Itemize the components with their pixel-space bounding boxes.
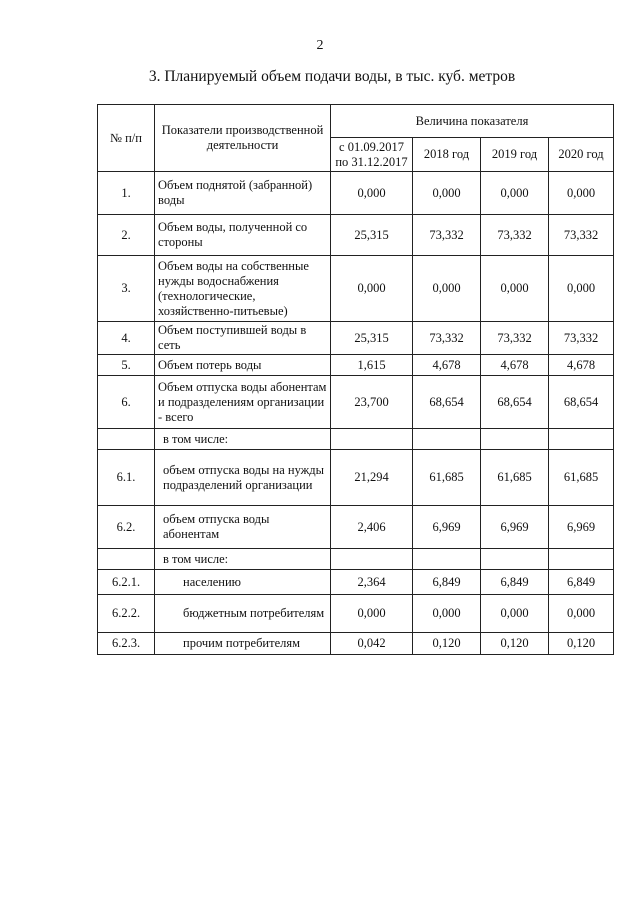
row-number: 6.1. <box>98 450 155 506</box>
table-row <box>98 355 614 376</box>
row-number: 6.2.1. <box>98 570 155 595</box>
row-value: 68,654 <box>413 376 481 429</box>
row-name: в том числе: <box>155 549 331 570</box>
row-value: 0,000 <box>481 595 549 633</box>
row-value <box>331 549 413 570</box>
row-number: 6. <box>98 376 155 429</box>
row-value: 0,000 <box>549 595 614 633</box>
row-value: 0,120 <box>549 633 614 655</box>
row-number: 1. <box>98 172 155 215</box>
row-value <box>481 549 549 570</box>
row-value: 2,406 <box>331 506 413 549</box>
row-name: в том числе: <box>155 429 331 450</box>
table-row <box>98 429 614 450</box>
row-name: Объем воды, полученной со стороны <box>155 215 331 256</box>
table-row <box>98 322 614 355</box>
header-period: 2018 год <box>413 138 481 172</box>
row-number <box>98 549 155 570</box>
row-value <box>549 429 614 450</box>
header-period: 2020 год <box>549 138 614 172</box>
row-value: 23,700 <box>331 376 413 429</box>
table-row <box>98 595 614 633</box>
header-period: 2019 год <box>481 138 549 172</box>
table-row <box>98 256 614 322</box>
row-value: 61,685 <box>549 450 614 506</box>
table-row <box>98 633 614 655</box>
table-row <box>98 570 614 595</box>
header-num: № п/п <box>98 105 155 172</box>
row-value: 0,120 <box>481 633 549 655</box>
row-value: 4,678 <box>413 355 481 376</box>
row-name: Объем поступившей воды в сеть <box>155 322 331 355</box>
row-name: бюджетным потребителям <box>155 595 331 633</box>
row-value: 1,615 <box>331 355 413 376</box>
row-number: 2. <box>98 215 155 256</box>
table-row <box>98 376 614 429</box>
row-value: 0,000 <box>331 595 413 633</box>
row-value: 68,654 <box>481 376 549 429</box>
row-number: 4. <box>98 322 155 355</box>
header-indicator: Показатели производственной деятельности <box>155 105 331 172</box>
row-value: 4,678 <box>481 355 549 376</box>
table-row <box>98 506 614 549</box>
row-value: 25,315 <box>331 322 413 355</box>
row-value: 73,332 <box>549 322 614 355</box>
row-value: 73,332 <box>413 322 481 355</box>
row-value: 2,364 <box>331 570 413 595</box>
row-value: 0,000 <box>413 595 481 633</box>
row-value: 61,685 <box>481 450 549 506</box>
row-value: 6,969 <box>549 506 614 549</box>
row-number <box>98 429 155 450</box>
row-value <box>413 549 481 570</box>
row-value: 21,294 <box>331 450 413 506</box>
header-period: с 01.09.2017 по 31.12.2017 <box>331 138 413 172</box>
row-name: объем отпуска воды на нужды подразделений организации <box>155 450 331 506</box>
row-value: 0,000 <box>413 256 481 322</box>
table-row <box>98 172 614 215</box>
row-value: 0,000 <box>331 256 413 322</box>
row-value: 6,849 <box>413 570 481 595</box>
row-value: 0,000 <box>481 256 549 322</box>
row-name: Объем воды на собственные нужды водоснабжения (технологические, хозяйственно-питьевые) <box>155 256 331 322</box>
row-value: 61,685 <box>413 450 481 506</box>
row-number: 5. <box>98 355 155 376</box>
row-name: объем отпуска воды абонентам <box>155 506 331 549</box>
water-supply-table <box>97 104 614 655</box>
row-value: 6,849 <box>481 570 549 595</box>
row-name: Объем поднятой (забранной) воды <box>155 172 331 215</box>
row-value: 25,315 <box>331 215 413 256</box>
header-value-group: Величина показателя <box>331 105 614 138</box>
row-value: 73,332 <box>549 215 614 256</box>
table-row <box>98 450 614 506</box>
row-value: 4,678 <box>549 355 614 376</box>
row-value <box>549 549 614 570</box>
row-name: населению <box>155 570 331 595</box>
table-row <box>98 215 614 256</box>
row-value: 73,332 <box>481 322 549 355</box>
row-value: 73,332 <box>413 215 481 256</box>
row-value: 6,969 <box>481 506 549 549</box>
row-number: 6.2. <box>98 506 155 549</box>
row-number: 3. <box>98 256 155 322</box>
row-value: 68,654 <box>549 376 614 429</box>
section-title: 3. Планируемый объем подачи воды, в тыс. куб. метров <box>148 68 516 85</box>
row-value <box>413 429 481 450</box>
table-row <box>98 549 614 570</box>
row-value: 0,000 <box>549 256 614 322</box>
page-number: 2 <box>316 38 324 53</box>
row-value: 0,120 <box>413 633 481 655</box>
row-value <box>331 429 413 450</box>
row-name: Объем потерь воды <box>155 355 331 376</box>
row-value: 0,000 <box>331 172 413 215</box>
row-value: 0,000 <box>549 172 614 215</box>
row-value: 73,332 <box>481 215 549 256</box>
row-value: 0,000 <box>481 172 549 215</box>
row-number: 6.2.3. <box>98 633 155 655</box>
row-value: 6,849 <box>549 570 614 595</box>
row-name: Объем отпуска воды абонентам и подразделениям организации - всего <box>155 376 331 429</box>
row-value: 0,000 <box>413 172 481 215</box>
row-number: 6.2.2. <box>98 595 155 633</box>
row-value <box>481 429 549 450</box>
row-value: 0,042 <box>331 633 413 655</box>
row-name: прочим потребителям <box>155 633 331 655</box>
row-value: 6,969 <box>413 506 481 549</box>
